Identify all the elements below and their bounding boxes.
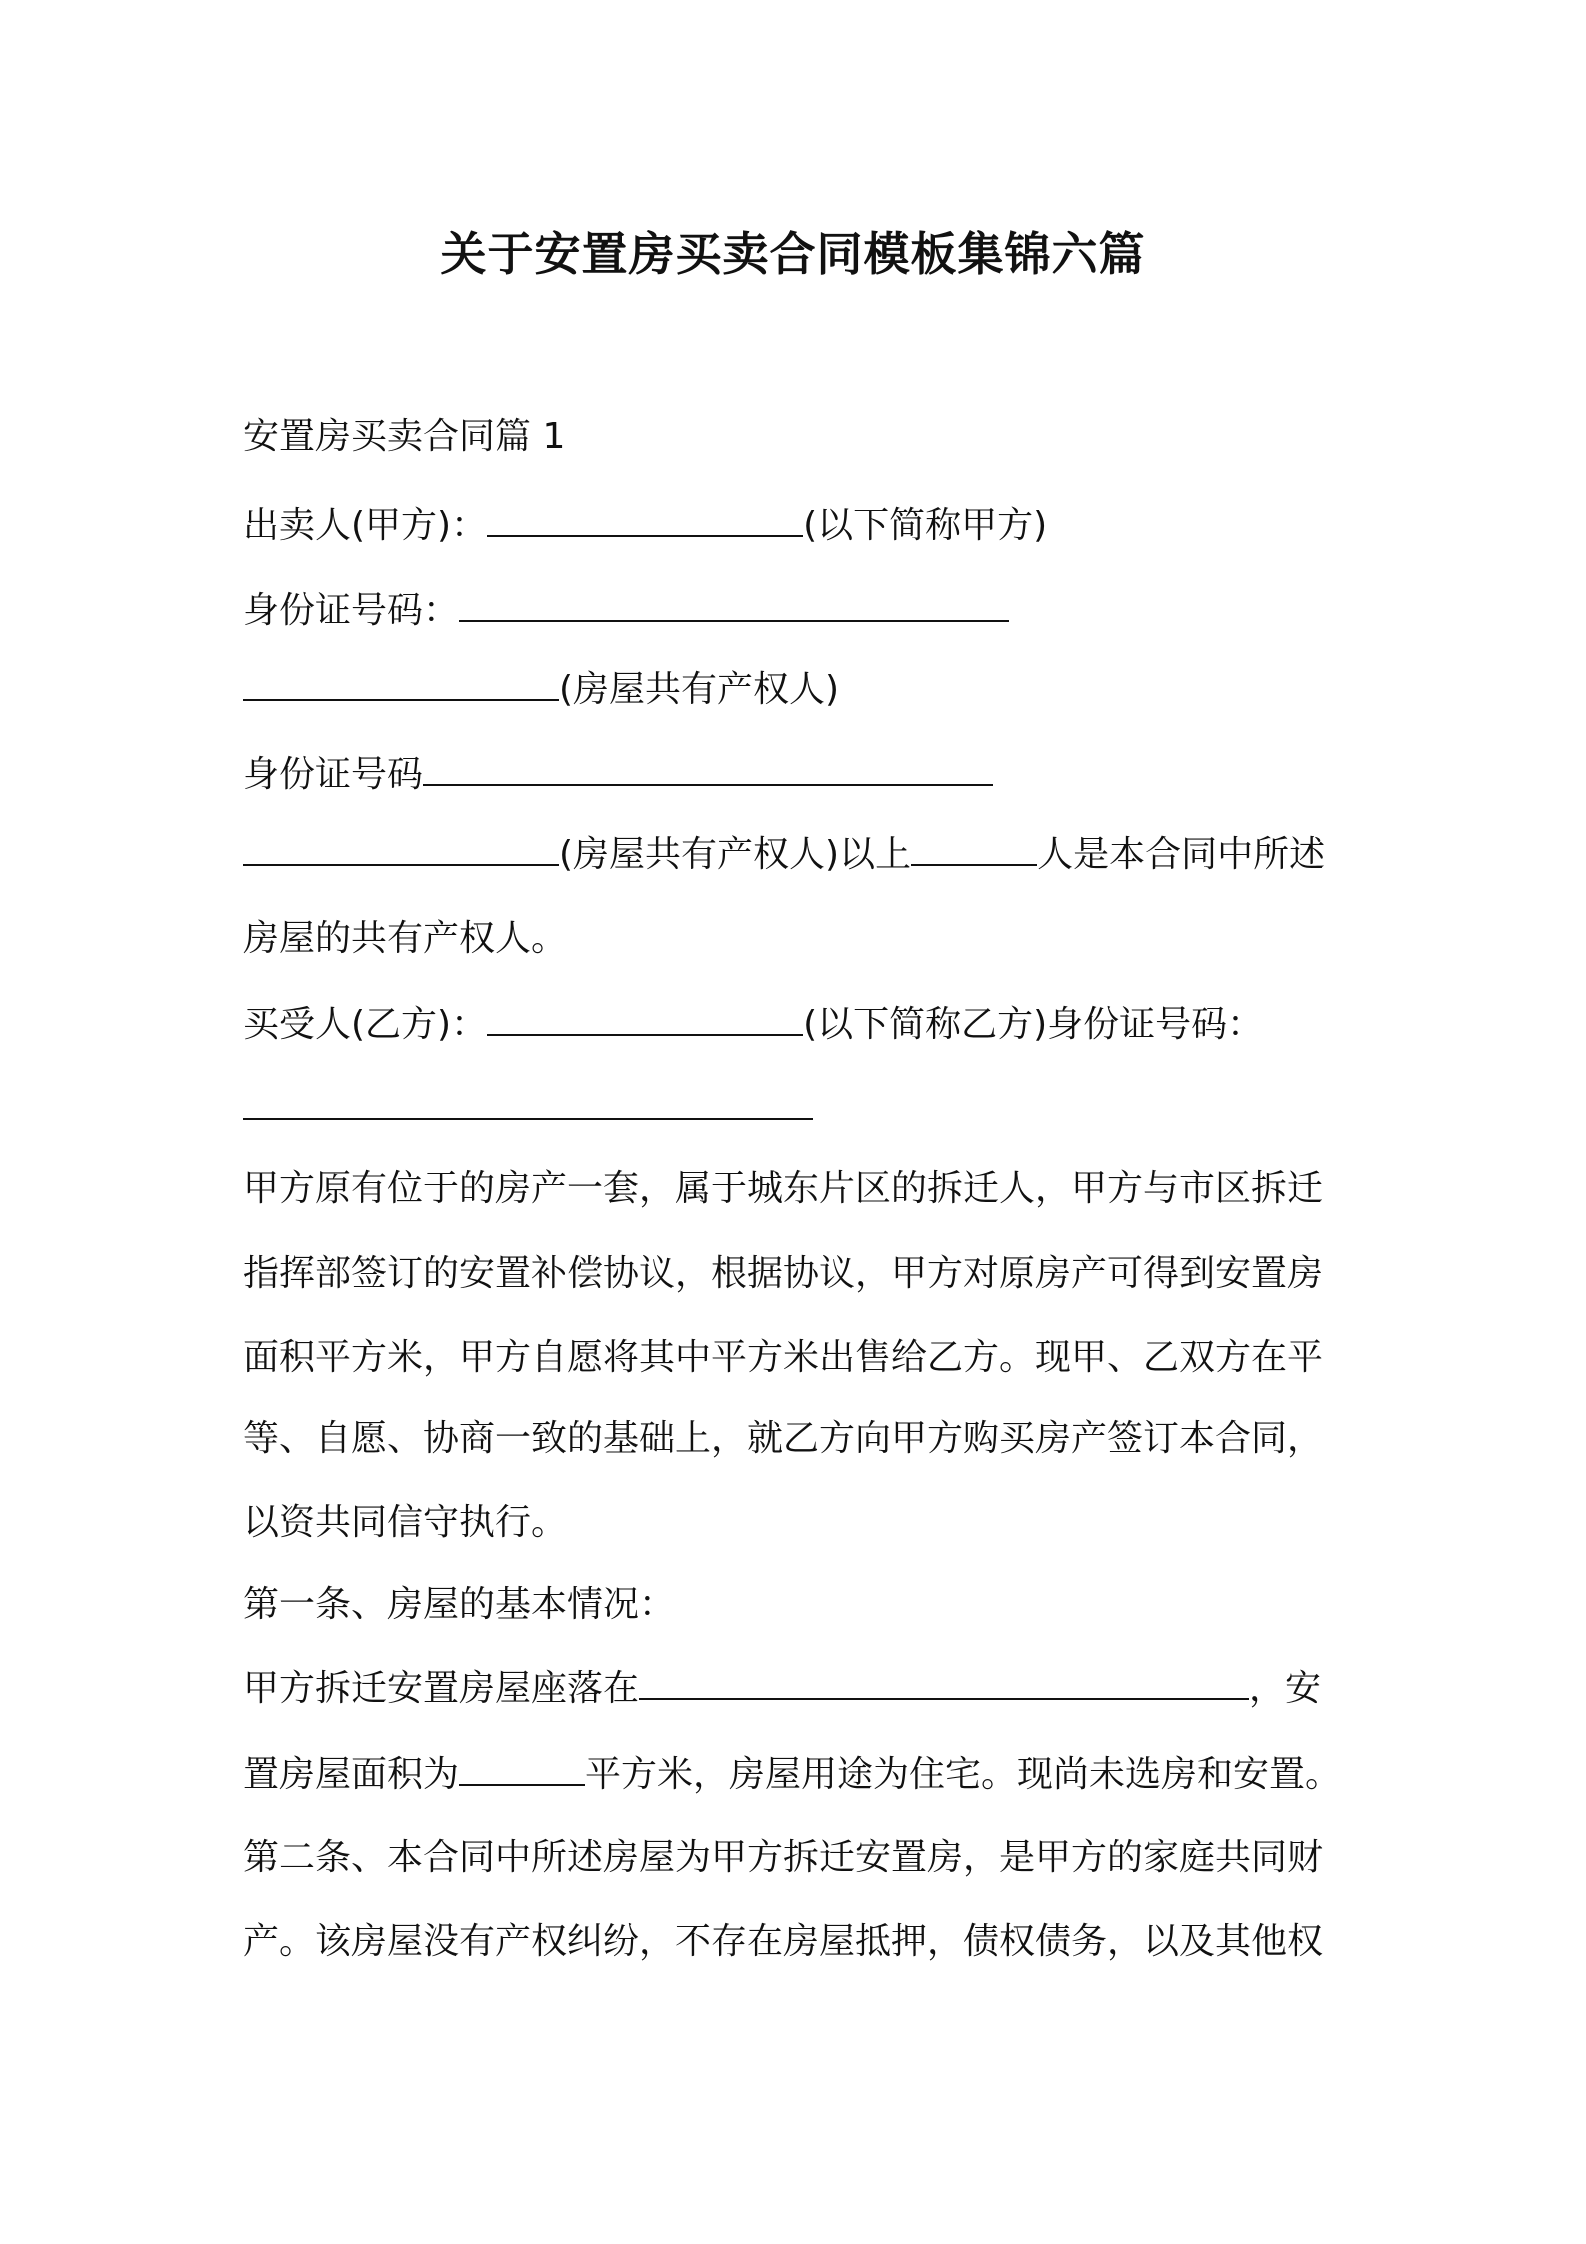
seller-id-blank[interactable] [459, 588, 1009, 622]
co-owner1-id-line [243, 752, 993, 797]
article2-line: 第二条、本合同中所述房屋为甲方拆迁安置房，是甲方的家庭共同财 [243, 1837, 1324, 1878]
article1-area-line [243, 1752, 1341, 1797]
para1-line: 面积平方米，甲方自愿将其中平方米出售给乙方。现甲、乙双方在平 [243, 1337, 1324, 1378]
buyer-id-blank[interactable] [243, 1086, 813, 1120]
area-blank[interactable] [459, 1752, 585, 1786]
seller-line [243, 503, 1047, 548]
co-owner1-note: (房屋共有产权人) [559, 669, 840, 710]
co-owner-tail-line: 房屋的共有产权人。 [243, 918, 568, 959]
co-owner1-line [243, 667, 839, 712]
para1-line: 指挥部签订的安置补偿协议，根据协议，甲方对原房产可得到安置房 [243, 1253, 1324, 1294]
seller-id-label: 身份证号码： [243, 590, 460, 631]
co-owner2-blank[interactable] [243, 832, 559, 866]
buyer-label: 买受人(乙方)： [243, 1004, 488, 1045]
article2-line: 产。该房屋没有产权纠纷，不存在房屋抵押，债权债务，以及其他权 [243, 1921, 1324, 1962]
co-owner1-id-blank[interactable] [423, 752, 993, 786]
seller-note: (以下简称甲方) [803, 505, 1048, 546]
co-owner2-line [243, 832, 1325, 877]
document-title: 关于安置房买卖合同模板集锦六篇 [440, 227, 1146, 281]
area-tail: 平方米，房屋用途为住宅。现尚未选房和安置。 [585, 1754, 1342, 1795]
co-owner2-tail: 人是本合同中所述 [1037, 834, 1326, 875]
location-tail: ，安 [1249, 1668, 1322, 1709]
seller-label: 出卖人(甲方)： [243, 505, 488, 546]
seller-name-blank[interactable] [487, 503, 803, 537]
co-owner2-note: (房屋共有产权人)以上 [559, 834, 912, 875]
section-heading: 安置房买卖合同篇 1 [243, 416, 566, 457]
article1-location-line [243, 1666, 1321, 1711]
location-blank[interactable] [639, 1666, 1249, 1700]
article1-heading: 第一条、房屋的基本情况： [243, 1584, 676, 1625]
location-label: 甲方拆迁安置房屋座落在 [243, 1668, 640, 1709]
buyer-note: (以下简称乙方)身份证号码： [803, 1004, 1264, 1045]
area-label: 置房屋面积为 [243, 1754, 460, 1795]
para1-line: 甲方原有位于的房产一套，属于城东片区的拆迁人，甲方与市区拆迁 [243, 1168, 1324, 1209]
para1-line: 以资共同信守执行。 [243, 1502, 568, 1543]
buyer-id-line [243, 1086, 813, 1131]
buyer-name-blank[interactable] [487, 1002, 803, 1036]
owner-count-blank[interactable] [911, 832, 1037, 866]
seller-id-line [243, 588, 1009, 633]
buyer-line [243, 1002, 1263, 1047]
co-owner1-id-label: 身份证号码 [243, 754, 424, 795]
co-owner1-blank[interactable] [243, 667, 559, 701]
para1-line: 等、自愿、协商一致的基础上，就乙方向甲方购买房产签订本合同， [243, 1418, 1324, 1459]
